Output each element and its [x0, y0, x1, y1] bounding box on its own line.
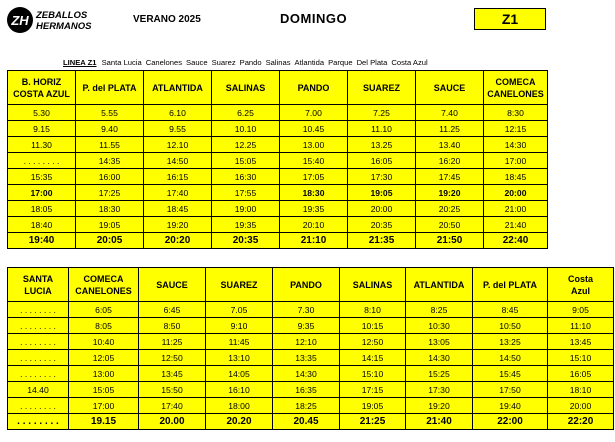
- time-cell: 20:00: [548, 398, 614, 414]
- time-cell: 17:00: [484, 153, 548, 169]
- time-cell: 21:40: [406, 414, 473, 430]
- time-cell: . . . . . . . .: [8, 414, 69, 430]
- time-cell: 19:35: [212, 217, 280, 233]
- time-cell: 10.10: [212, 121, 280, 137]
- line-badge: Z1: [474, 8, 546, 30]
- time-cell: 13.40: [416, 137, 484, 153]
- column-header-line: SAUCE: [156, 279, 188, 290]
- time-cell: 15:10: [340, 366, 406, 382]
- column-header: [416, 71, 484, 105]
- time-cell: 19:20: [416, 185, 484, 201]
- table-row: [8, 350, 614, 366]
- time-cell: 14:50: [473, 350, 548, 366]
- time-cell: 15:05: [69, 382, 139, 398]
- table-row: [8, 201, 548, 217]
- time-cell: 15:25: [406, 366, 473, 382]
- route-stop: Sauce: [186, 58, 208, 67]
- time-cell: 13:45: [139, 366, 206, 382]
- time-cell: 16:30: [212, 169, 280, 185]
- time-cell: 12.10: [144, 137, 212, 153]
- time-cell: 19:20: [406, 398, 473, 414]
- time-cell: 21:00: [484, 201, 548, 217]
- column-header-line: COMECA: [83, 273, 124, 284]
- time-cell: 11.25: [416, 121, 484, 137]
- time-cell: 19:35: [280, 201, 348, 217]
- table-header-row: [8, 268, 614, 302]
- company-logo: [6, 5, 106, 35]
- column-header: [206, 268, 273, 302]
- column-header-line: CANELONES: [75, 285, 132, 296]
- time-cell: 7.30: [273, 302, 340, 318]
- time-cell: 21:50: [416, 233, 484, 249]
- logo-text-2: HERMANOS: [36, 21, 92, 32]
- time-cell: 13:00: [69, 366, 139, 382]
- column-header: [473, 268, 548, 302]
- time-cell: 19:00: [212, 201, 280, 217]
- column-header-line: SUAREZ: [362, 82, 400, 93]
- table-row: [8, 185, 548, 201]
- logo-text-1: ZEBALLOS: [36, 10, 88, 21]
- time-cell: 17:05: [280, 169, 348, 185]
- time-cell: 17:15: [340, 382, 406, 398]
- time-cell: 21:25: [340, 414, 406, 430]
- time-cell: 15:40: [280, 153, 348, 169]
- column-header-line: B. HORIZ: [21, 76, 62, 87]
- time-cell: . . . . . . . .: [8, 350, 69, 366]
- column-header-line: P. del PLATA: [482, 279, 537, 290]
- time-cell: 20:05: [76, 233, 144, 249]
- time-cell: 9:05: [548, 302, 614, 318]
- route-stop: Santa Lucia: [101, 58, 142, 67]
- time-cell: 18:45: [484, 169, 548, 185]
- time-cell: 13:45: [548, 334, 614, 350]
- table-row: [8, 169, 548, 185]
- column-header: [212, 71, 280, 105]
- time-cell: 16:20: [416, 153, 484, 169]
- time-cell: 18:05: [8, 201, 76, 217]
- time-cell: 17:00: [69, 398, 139, 414]
- column-header: [340, 268, 406, 302]
- time-cell: 15:05: [212, 153, 280, 169]
- time-cell: 11.30: [8, 137, 76, 153]
- table-row: [8, 105, 548, 121]
- table-row: [8, 302, 614, 318]
- route-code: LINEA Z1: [63, 58, 97, 67]
- time-cell: 18:30: [280, 185, 348, 201]
- time-cell: 18:10: [548, 382, 614, 398]
- time-cell: 20.00: [139, 414, 206, 430]
- time-cell: 9:10: [206, 318, 273, 334]
- route-stop: Del Plata: [356, 58, 388, 67]
- route-stop: Canelones: [145, 58, 183, 67]
- time-cell: 18:25: [273, 398, 340, 414]
- route-stop: Pando: [239, 58, 262, 67]
- route-stop: Costa Azul: [391, 58, 428, 67]
- time-cell: 12:50: [139, 350, 206, 366]
- time-cell: 15:10: [548, 350, 614, 366]
- route-description: [63, 58, 432, 67]
- column-header-line: COSTA AZUL: [13, 88, 70, 99]
- time-cell: 13.00: [280, 137, 348, 153]
- time-cell: 16:00: [76, 169, 144, 185]
- time-cell: 18:00: [206, 398, 273, 414]
- time-cell: 5.30: [8, 105, 76, 121]
- time-cell: 14:50: [144, 153, 212, 169]
- time-cell: 19.15: [69, 414, 139, 430]
- time-cell: 19:20: [144, 217, 212, 233]
- time-cell: 14:15: [340, 350, 406, 366]
- time-cell: 11.55: [76, 137, 144, 153]
- column-header-line: SANTA: [22, 273, 54, 284]
- time-cell: 15:35: [8, 169, 76, 185]
- column-header: [69, 268, 139, 302]
- time-cell: 7.40: [416, 105, 484, 121]
- table-row: [8, 382, 614, 398]
- column-header-line: PANDO: [297, 82, 330, 93]
- table-row: [8, 217, 548, 233]
- time-cell: 15:50: [139, 382, 206, 398]
- time-cell: 10:40: [69, 334, 139, 350]
- column-header-line: P. del PLATA: [82, 82, 137, 93]
- route-stop: Salinas: [265, 58, 291, 67]
- time-cell: 14:05: [206, 366, 273, 382]
- time-cell: 9.15: [8, 121, 76, 137]
- column-header: [8, 71, 76, 105]
- time-cell: 17:30: [406, 382, 473, 398]
- time-cell: . . . . . . . .: [8, 334, 69, 350]
- column-header-line: ATLANTIDA: [413, 279, 465, 290]
- column-header-line: COMECA: [495, 76, 536, 87]
- time-cell: 7.00: [280, 105, 348, 121]
- column-header-line: LUCIA: [24, 285, 52, 296]
- time-cell: 13:05: [406, 334, 473, 350]
- time-cell: 19:05: [76, 217, 144, 233]
- time-cell: 17:40: [144, 185, 212, 201]
- column-header-line: Azul: [571, 285, 590, 296]
- time-cell: . . . . . . . .: [8, 153, 76, 169]
- season-label: VERANO 2025: [133, 14, 201, 25]
- time-cell: 9.55: [144, 121, 212, 137]
- day-label: DOMINGO: [280, 11, 348, 26]
- time-cell: 12:15: [484, 121, 548, 137]
- time-cell: 14:35: [76, 153, 144, 169]
- time-cell: 12:10: [273, 334, 340, 350]
- time-cell: 10:30: [406, 318, 473, 334]
- time-cell: 8:05: [69, 318, 139, 334]
- column-header-line: PANDO: [290, 279, 322, 290]
- time-cell: 6.10: [144, 105, 212, 121]
- time-cell: 13:35: [273, 350, 340, 366]
- time-cell: 20:35: [348, 217, 416, 233]
- time-cell: 22:20: [548, 414, 614, 430]
- time-cell: 12.25: [212, 137, 280, 153]
- column-header: [406, 268, 473, 302]
- column-header: [273, 268, 340, 302]
- table-row: [8, 414, 614, 430]
- table-row: [8, 366, 614, 382]
- time-cell: 20:00: [348, 201, 416, 217]
- time-cell: . . . . . . . .: [8, 318, 69, 334]
- time-cell: 20:20: [144, 233, 212, 249]
- time-cell: 11:45: [206, 334, 273, 350]
- time-cell: 17:00: [8, 185, 76, 201]
- time-cell: 16:15: [144, 169, 212, 185]
- column-header: [280, 71, 348, 105]
- time-cell: 12:05: [69, 350, 139, 366]
- time-cell: 20:50: [416, 217, 484, 233]
- route-stop: Parque: [328, 58, 353, 67]
- time-cell: 8:45: [473, 302, 548, 318]
- table-row: [8, 137, 548, 153]
- column-header-line: Costa: [567, 273, 593, 284]
- time-cell: . . . . . . . .: [8, 398, 69, 414]
- time-cell: 8:30: [484, 105, 548, 121]
- time-cell: 22:40: [484, 233, 548, 249]
- time-cell: 15:45: [473, 366, 548, 382]
- time-cell: 19:05: [348, 185, 416, 201]
- time-cell: 17:50: [473, 382, 548, 398]
- time-cell: 11:10: [548, 318, 614, 334]
- time-cell: 12:50: [340, 334, 406, 350]
- time-cell: . . . . . . . .: [8, 302, 69, 318]
- time-cell: 17:25: [76, 185, 144, 201]
- time-cell: 20:00: [484, 185, 548, 201]
- time-cell: 20:35: [212, 233, 280, 249]
- time-cell: 17:30: [348, 169, 416, 185]
- time-cell: 17:45: [416, 169, 484, 185]
- time-cell: 14:30: [406, 350, 473, 366]
- route-stop: Suarez: [211, 58, 236, 67]
- time-cell: 16:05: [548, 366, 614, 382]
- logo-mark: ZH: [11, 13, 29, 28]
- time-cell: 19:40: [8, 233, 76, 249]
- time-cell: 6.25: [212, 105, 280, 121]
- time-cell: 13.25: [348, 137, 416, 153]
- time-cell: 11:25: [139, 334, 206, 350]
- schedule-table-return: [7, 267, 614, 430]
- column-header: [484, 71, 548, 105]
- time-cell: 7.25: [348, 105, 416, 121]
- time-cell: 5.55: [76, 105, 144, 121]
- time-cell: 10:50: [473, 318, 548, 334]
- time-cell: 8:25: [406, 302, 473, 318]
- column-header: [348, 71, 416, 105]
- column-header: [548, 268, 614, 302]
- time-cell: 13:25: [473, 334, 548, 350]
- table-row: [8, 398, 614, 414]
- time-cell: 18:40: [8, 217, 76, 233]
- column-header-line: SUAREZ: [220, 279, 258, 290]
- time-cell: 16:35: [273, 382, 340, 398]
- column-header-line: SAUCE: [433, 82, 466, 93]
- time-cell: 21:40: [484, 217, 548, 233]
- time-cell: 19:40: [473, 398, 548, 414]
- time-cell: 10:15: [340, 318, 406, 334]
- time-cell: 6:05: [69, 302, 139, 318]
- time-cell: 11.10: [348, 121, 416, 137]
- time-cell: 19:05: [340, 398, 406, 414]
- time-cell: 18:45: [144, 201, 212, 217]
- table-header-row: [8, 71, 548, 105]
- route-stop: Atlantida: [294, 58, 325, 67]
- time-cell: 20.45: [273, 414, 340, 430]
- column-header: [144, 71, 212, 105]
- time-cell: 10.45: [280, 121, 348, 137]
- time-cell: 20:25: [416, 201, 484, 217]
- time-cell: 17:55: [212, 185, 280, 201]
- time-cell: 21:35: [348, 233, 416, 249]
- time-cell: 14:30: [484, 137, 548, 153]
- time-cell: 13:10: [206, 350, 273, 366]
- time-cell: 20:10: [280, 217, 348, 233]
- column-header-line: CANELONES: [487, 88, 544, 99]
- time-cell: 16:05: [348, 153, 416, 169]
- column-header-line: SALINAS: [352, 279, 393, 290]
- time-cell: 7.05: [206, 302, 273, 318]
- column-header-line: SALINAS: [225, 82, 266, 93]
- column-header: [139, 268, 206, 302]
- time-cell: 21:10: [280, 233, 348, 249]
- table-row: [8, 318, 614, 334]
- time-cell: 8:50: [139, 318, 206, 334]
- time-cell: 18:30: [76, 201, 144, 217]
- time-cell: 17:40: [139, 398, 206, 414]
- column-header-line: ATLANTIDA: [152, 82, 203, 93]
- time-cell: 6:45: [139, 302, 206, 318]
- time-cell: 8:10: [340, 302, 406, 318]
- time-cell: 20.20: [206, 414, 273, 430]
- table-row: [8, 334, 614, 350]
- table-row: [8, 233, 548, 249]
- time-cell: 22:00: [473, 414, 548, 430]
- table-row: [8, 121, 548, 137]
- route-stops: [102, 58, 432, 67]
- time-cell: 9.40: [76, 121, 144, 137]
- time-cell: 14:30: [273, 366, 340, 382]
- schedule-table-outbound: [7, 70, 548, 249]
- time-cell: 14.40: [8, 382, 69, 398]
- time-cell: . . . . . . . .: [8, 366, 69, 382]
- table-row: [8, 153, 548, 169]
- time-cell: 16:10: [206, 382, 273, 398]
- column-header: [76, 71, 144, 105]
- column-header: [8, 268, 69, 302]
- time-cell: 9:35: [273, 318, 340, 334]
